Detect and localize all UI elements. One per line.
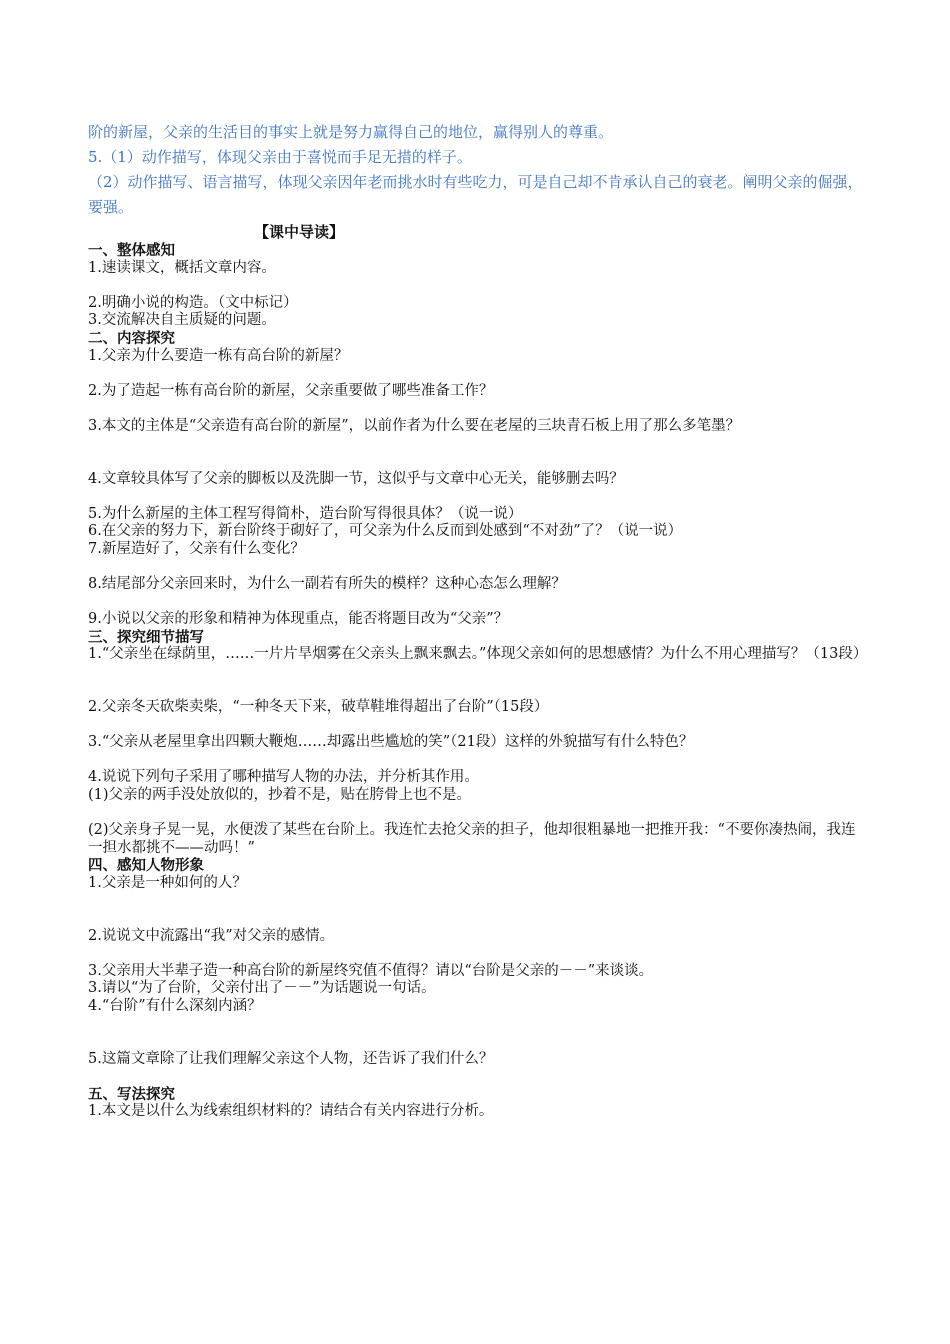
blank-space: [88, 752, 868, 770]
question: 1.父亲为什么要造一栋有高台阶的新屋？: [88, 347, 349, 364]
blank-space: [88, 488, 868, 506]
question: 5.这篇文章除了让我们理解父亲这个人物，还告诉了我们什么？: [88, 1050, 494, 1067]
blank-space: [88, 559, 868, 577]
answer-line: 5.（1）动作描写，体现父亲由于喜悦而手足无措的样子。: [88, 148, 472, 166]
blank-space: [88, 365, 868, 383]
section-heading: 一、整体感知: [88, 242, 175, 259]
question: 4.文章较具体写了父亲的脚板以及洗脚一节，这似乎与文章中心无关，能够删去吗？: [88, 470, 624, 487]
question: 3.“父亲从老屋里拿出四颗大鞭炮……却露出些尴尬的笑”（21段）这样的外貌描写有什么特色？: [88, 734, 694, 751]
question: 6.在父亲的努力下，新台阶终于砌好了，可父亲为什么反而到处感到“不对劲”了？（说一说）: [88, 523, 683, 540]
question: 3.本文的主体是“父亲造有高台阶的新屋”，以前作者为什么要在老屋的三块青石板上用了那么多笔墨？: [88, 417, 741, 434]
question: 1.父亲是一种如何的人？: [88, 875, 247, 891]
answer-line: （2）动作描写、语言描写，体现父亲因年老而挑水时有些吃力，可是自己却不肯承认自己的衰老。阐明父亲的倔强，要强。: [88, 173, 863, 216]
blank-space: [88, 893, 868, 928]
question: 4.说说下列句子采用了哪种描写人物的办法，并分析其作用。: [88, 769, 479, 786]
section-heading: 二、内容探究: [88, 329, 175, 347]
blank-space: [88, 805, 868, 823]
question: 1.“父亲坐在绿荫里，……一片片旱烟雾在父亲头上飘来飘去。”体现父亲如何的思想感情？为什么不用心理描写？（13段）: [88, 646, 868, 663]
question: 7.新屋造好了，父亲有什么变化？: [88, 540, 305, 557]
question: 3.交流解决自主质疑的问题。: [88, 312, 276, 329]
document-page: [88, 120, 868, 1121]
blank-space: [88, 945, 868, 963]
question: 3.请以“为了台阶，父亲付出了－－”为话题说一句话。: [88, 980, 436, 997]
section-heading: 五、写法探究: [88, 1085, 175, 1103]
question: 2.父亲冬天砍柴卖柴，“一种冬天下来，破草鞋堆得超出了台阶”（15段）: [88, 699, 549, 716]
blank-space: [88, 436, 868, 471]
blank-space: [88, 594, 868, 612]
answer-line: 阶的新屋，父亲的生活目的事实上就是努力赢得自己的地位，赢得别人的尊重。: [88, 123, 614, 141]
blank-space: [88, 664, 868, 699]
section-heading: 三、探究细节描写: [88, 628, 204, 646]
blank-space: [88, 717, 868, 735]
question: 5.为什么新屋的主体工程写得简朴，造台阶写得很具体？（说一说）: [88, 505, 523, 522]
question: 2.明确小说的构造。（文中标记）: [88, 294, 298, 311]
question: 4.“台阶”有什么深刻内涵？: [88, 997, 262, 1014]
question: (2)父亲身子晃一晃，水便泼了某些在台阶上。我连忙去抢父亲的担子，他却很粗暴地一把推开我：“不要你凑热闹，我连一担水都挑不——动吗！”: [88, 822, 856, 856]
blank-space: [88, 1016, 868, 1051]
question: 2.为了造起一栋有高台阶的新屋，父亲重要做了哪些准备工作？: [88, 382, 494, 399]
blank-space: [88, 400, 868, 418]
blank-space: [88, 1068, 868, 1086]
question: 3.父亲用大半辈子造一种高台阶的新屋终究值不值得？请以“台阶是父亲的－－”来谈谈。: [88, 962, 654, 979]
question: 2.说说文中流露出“我”对父亲的感情。: [88, 927, 335, 944]
question: 8.结尾部分父亲回来时，为什么一副若有所失的模样？这种心态怎么理解？: [88, 576, 566, 593]
section-title: 【课中导读】: [254, 223, 345, 241]
question: 9.小说以父亲的形象和精神为体现重点，能否将题目改为“父亲”？: [88, 611, 509, 628]
blank-space: [88, 277, 868, 295]
question: 1.速读课文，概括文章内容。: [88, 259, 276, 276]
question: 1.本文是以什么为线索组织材料的？请结合有关内容进行分析。: [88, 1103, 494, 1120]
section-heading: 四、感知人物形象: [88, 857, 204, 875]
question: (1)父亲的两手没处放似的，抄着不是，贴在胯骨上也不是。: [88, 787, 472, 804]
